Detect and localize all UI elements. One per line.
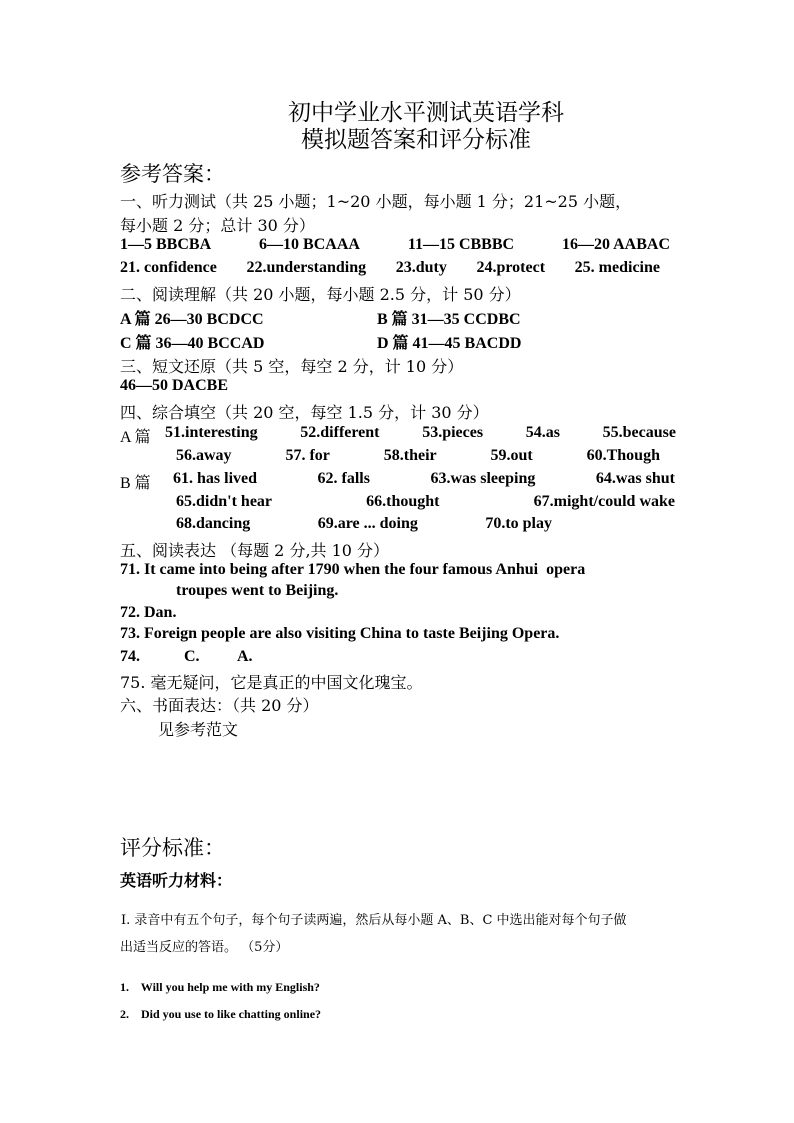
answer-word: 21. confidence — [120, 259, 217, 276]
cloze-answer: 66.thought — [366, 493, 440, 510]
answer-74-choice-a: C. — [184, 648, 200, 665]
answer-group: 11—15 CBBBC — [407, 236, 515, 253]
listening-item: 1. Will you help me with my English? — [120, 980, 320, 994]
listening-word-row — [120, 259, 660, 277]
answer-74-number: 74. — [120, 648, 140, 665]
answer-word: 25. medicine — [574, 259, 660, 276]
section-3-answer: 46—50 DACBE — [120, 377, 229, 394]
cloze-answer: 61. has lived — [173, 470, 258, 487]
cloze-answer: 55.because — [602, 424, 676, 441]
cloze-b-label: B 篇 — [120, 475, 151, 492]
cloze-answer: 63.was sleeping — [430, 470, 536, 487]
section-6-header: 六、书面表达：（共 20 分） — [120, 696, 319, 715]
answer-71-line-1 — [120, 561, 676, 579]
answer-word: 23.duty — [395, 259, 447, 276]
title-line-1: 初中学业水平测试英语学科 — [288, 100, 564, 126]
reading-c-answer: C 篇 36—40 BCCAD — [120, 335, 265, 352]
answer-group: 6—10 BCAAA — [259, 236, 360, 253]
cloze-b-row-3 — [176, 515, 552, 533]
answer-75: 75. 毫无疑问，它是真正的中国文化瑰宝。 — [120, 673, 423, 692]
cloze-answer: 52.different — [300, 424, 380, 441]
listening-material-heading: 英语听力材料： — [120, 871, 233, 890]
answer-71-line-2: troupes went to Beijing. — [176, 582, 339, 599]
cloze-a-row-2 — [176, 447, 660, 465]
listening-answer-row — [120, 236, 670, 254]
listening-instruction-line-2: 出适当反应的答语。 （5分） — [120, 940, 289, 955]
reading-b-answer: B 篇 31—35 CCDBC — [377, 311, 521, 328]
section-6-note: 见参考范文 — [158, 720, 239, 739]
cloze-a-label: A 篇 — [120, 429, 151, 446]
scoring-heading: 评分标准： — [120, 836, 225, 860]
cloze-answer: 56.away — [176, 447, 232, 464]
cloze-answer: 58.their — [383, 447, 437, 464]
cloze-b-row-2 — [176, 493, 675, 511]
cloze-answer: 69.are ... doing — [317, 515, 418, 532]
title-line-2: 模拟题答案和评分标准 — [301, 127, 531, 153]
cloze-answer: 53.pieces — [422, 424, 484, 441]
section-2-header: 二、阅读理解（共 20 小题，每小题 2.5 分，计 50 分） — [120, 285, 521, 304]
answer-group: 1—5 BBCBA — [120, 236, 212, 253]
answer-71-text: 71. It came into being after 1790 when the four famous Anhui opera — [120, 561, 586, 578]
section-1-header-cont: 每小题 2 分；总计 30 分） — [120, 216, 315, 235]
cloze-answer: 57. for — [285, 447, 330, 464]
section-1-header: 一、听力测试（共 25 小题；1~20 小题，每小题 1 分；21~25 小题， — [120, 192, 632, 211]
cloze-answer: 67.might/could wake — [533, 493, 675, 510]
cloze-answer: 64.was shut — [595, 470, 675, 487]
listening-instruction-line-1: Ⅰ. 录音中有五个句子，每个句子读两遍，然后从每小题 A、B、C 中选出能对每个句子做 — [121, 913, 627, 928]
cloze-answer: 59.out — [490, 447, 533, 464]
answer-word: 22.understanding — [246, 259, 367, 276]
cloze-answer: 60.Though — [586, 447, 660, 464]
section-4-header: 四、综合填空（共 20 空，每空 1.5 分，计 30 分） — [120, 403, 489, 422]
cloze-answer: 68.dancing — [176, 515, 251, 532]
listening-item: 2. Did you use to like chatting online? — [120, 1007, 322, 1021]
answers-heading: 参考答案： — [120, 162, 225, 186]
cloze-answer: 65.didn't hear — [176, 493, 273, 510]
answer-72: 72. Dan. — [120, 604, 177, 621]
reading-a-answer: A 篇 26—30 BCDCC — [120, 311, 264, 328]
reading-d-answer: D 篇 41—45 BACDD — [377, 335, 522, 352]
section-5-header: 五、阅读表达 （每题 2 分,共 10 分） — [120, 541, 390, 560]
cloze-a-row-1 — [165, 424, 676, 442]
cloze-answer: 54.as — [525, 424, 560, 441]
answer-group: 16—20 AABAC — [561, 236, 670, 253]
cloze-answer: 51.interesting — [165, 424, 258, 441]
cloze-answer: 62. falls — [317, 470, 370, 487]
answer-73: 73. Foreign people are also visiting China to taste Beijing Opera. — [120, 625, 560, 642]
answer-word: 24.protect — [476, 259, 546, 276]
answer-74-choice-b: A. — [237, 648, 253, 665]
section-3-header: 三、短文还原（共 5 空，每空 2 分，计 10 分） — [120, 357, 464, 376]
cloze-b-row-1 — [173, 470, 675, 488]
cloze-answer: 70.to play — [485, 515, 552, 532]
